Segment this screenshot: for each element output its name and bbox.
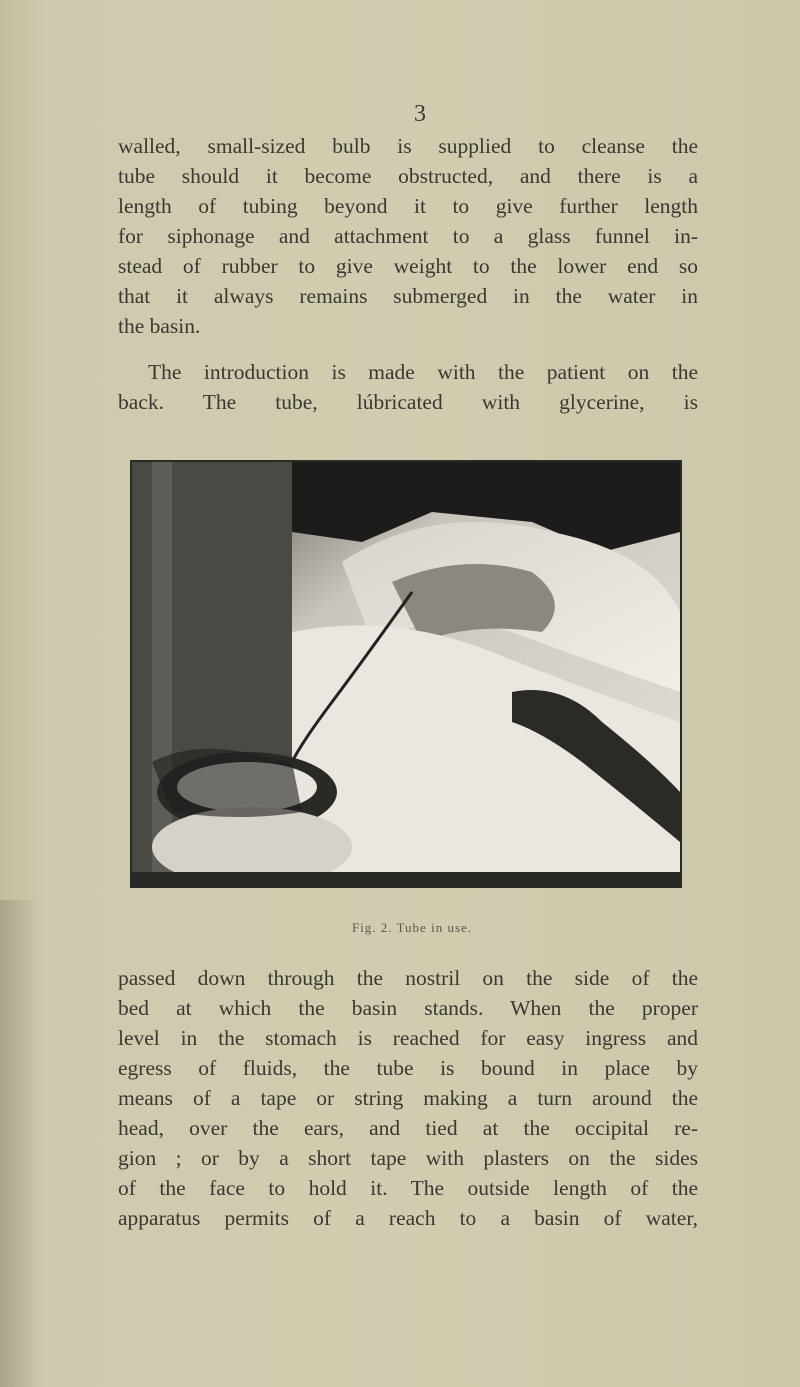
text-line: bed at which the basin stands. When the proper (118, 996, 698, 1020)
paragraph-2 (118, 357, 698, 417)
text-line: for siphonage and attachment to a glass funnel in- (118, 224, 698, 248)
page-number: 3 (414, 101, 426, 127)
paragraph-3 (118, 963, 698, 1233)
text-line: level in the stomach is reached for easy ingress and (118, 1026, 698, 1050)
photograph-icon (132, 462, 680, 886)
text-line: gion ; or by a short tape with plasters on the sides (118, 1146, 698, 1170)
text-line: passed down through the nostril on the side of the (118, 966, 698, 990)
text-line: The introduction is made with the patient on the (148, 360, 698, 384)
text-line: the basin. (118, 314, 201, 338)
text-line: of the face to hold it. The outside length of the (118, 1176, 698, 1200)
text-line: means of a tape or string making a turn around the (118, 1086, 698, 1110)
page-edge-shadow (0, 900, 40, 1387)
text-line: apparatus permits of a reach to a basin of water, (118, 1206, 698, 1230)
text-line: stead of rubber to give weight to the lower end so (118, 254, 698, 278)
text-line: tube should it become obstructed, and there is a (118, 164, 698, 188)
figure-photograph (130, 460, 682, 888)
text-line: head, over the ears, and tied at the occipital re- (118, 1116, 698, 1140)
text-line: that it always remains submerged in the water in (118, 284, 698, 308)
text-line: egress of fluids, the tube is bound in place by (118, 1056, 698, 1080)
text-line: back. The tube, lúbricated with glycerine, is (118, 390, 698, 414)
text-line: length of tubing beyond it to give further length (118, 194, 698, 218)
paragraph-1 (118, 131, 698, 341)
figure-caption: Fig. 2. Tube in use. (351, 920, 473, 935)
text-line: walled, small-sized bulb is supplied to cleanse the (118, 134, 698, 158)
